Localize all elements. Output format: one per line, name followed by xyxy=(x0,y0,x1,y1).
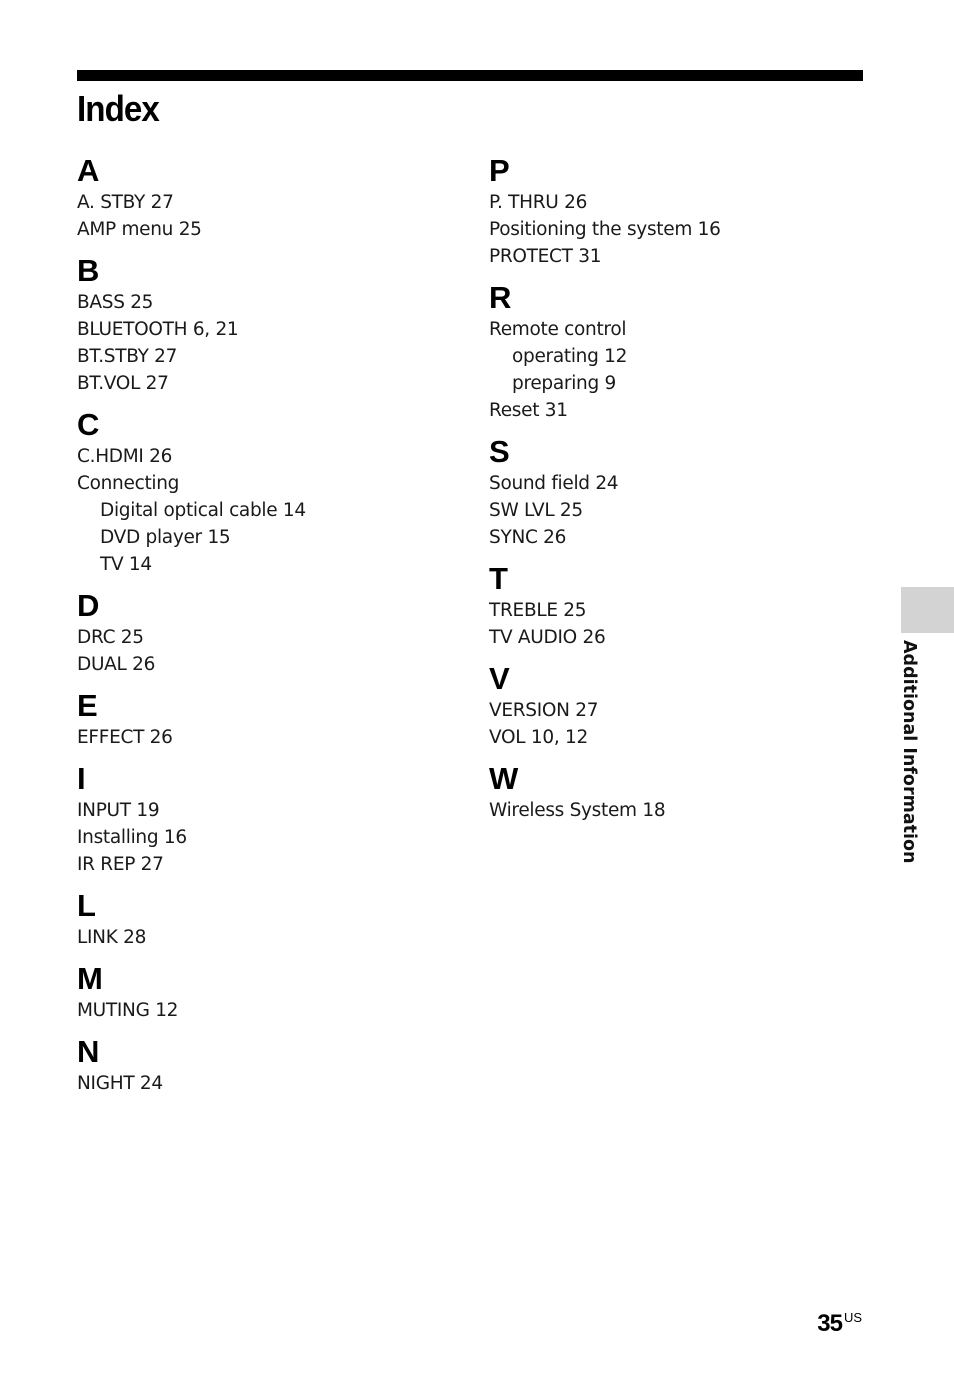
index-entry: SYNC 26 xyxy=(489,527,567,548)
section-letter: R xyxy=(489,280,512,315)
index-entry-list xyxy=(77,289,457,397)
index-subentry: preparing 9 xyxy=(512,373,616,394)
index-entry-list xyxy=(489,316,869,424)
index-entry-list xyxy=(77,797,457,878)
index-entry-list xyxy=(77,924,457,951)
index-entry: Connecting xyxy=(77,473,180,494)
index-entry: AMP menu 25 xyxy=(77,219,202,240)
index-entry-list xyxy=(77,997,457,1024)
index-entry: BT.STBY 27 xyxy=(77,346,178,367)
index-subentry: DVD player 15 xyxy=(100,527,231,548)
section-letter: I xyxy=(77,761,86,796)
index-section-m xyxy=(77,960,457,1024)
index-entry: Positioning the system 16 xyxy=(489,219,721,240)
page-title: Index xyxy=(77,88,159,129)
index-entry: TV AUDIO 26 xyxy=(489,627,606,648)
index-entry: IR REP 27 xyxy=(77,854,164,875)
index-section-s xyxy=(489,433,869,551)
index-entry: DUAL 26 xyxy=(77,654,156,675)
section-letter: T xyxy=(489,561,508,596)
index-entry: BLUETOOTH 6, 21 xyxy=(77,319,239,340)
index-section-d xyxy=(77,587,457,678)
section-letter: W xyxy=(489,761,519,796)
section-letter: C xyxy=(77,407,100,442)
index-entry: NIGHT 24 xyxy=(77,1073,163,1094)
index-entry: A. STBY 27 xyxy=(77,192,174,213)
index-entry: PROTECT 31 xyxy=(489,246,602,267)
section-letter: P xyxy=(489,153,510,188)
index-entry: Installing 16 xyxy=(77,827,187,848)
section-letter: N xyxy=(77,1034,100,1069)
index-entry-list xyxy=(489,189,869,270)
index-entry: Remote control xyxy=(489,319,627,340)
index-entry: LINK 28 xyxy=(77,927,147,948)
section-letter: V xyxy=(489,661,510,696)
index-entry-list xyxy=(77,724,457,751)
page-number-suffix: US xyxy=(843,1310,862,1325)
index-subentry: TV 14 xyxy=(100,554,152,575)
index-entry: BASS 25 xyxy=(77,292,154,313)
index-entry: DRC 25 xyxy=(77,627,144,648)
index-entry-list xyxy=(489,597,869,651)
index-entry-list xyxy=(489,697,869,751)
index-section-w xyxy=(489,760,869,824)
index-entry-list xyxy=(489,470,869,551)
index-section-i xyxy=(77,760,457,878)
index-entry: TREBLE 25 xyxy=(489,600,587,621)
section-tab-marker xyxy=(901,587,954,633)
index-subentry: operating 12 xyxy=(512,346,628,367)
index-entry: C.HDMI 26 xyxy=(77,446,173,467)
index-section-r xyxy=(489,279,869,424)
page-number-value: 35 xyxy=(817,1310,842,1337)
index-entry-list xyxy=(489,797,869,824)
index-section-p xyxy=(489,152,869,270)
index-entry: Sound field 24 xyxy=(489,473,619,494)
index-section-b xyxy=(77,252,457,397)
index-entry: P. THRU 26 xyxy=(489,192,588,213)
index-entry: VERSION 27 xyxy=(489,700,599,721)
page-number xyxy=(817,1310,862,1338)
index-entry: Reset 31 xyxy=(489,400,568,421)
index-column-left xyxy=(77,152,457,1106)
top-rule xyxy=(77,70,863,81)
index-section-c xyxy=(77,406,457,578)
index-section-t xyxy=(489,560,869,651)
index-section-e xyxy=(77,687,457,751)
index-entry-list xyxy=(77,189,457,243)
index-section-l xyxy=(77,887,457,951)
section-letter: M xyxy=(77,961,103,996)
index-entry: Wireless System 18 xyxy=(489,800,666,821)
index-entry-list xyxy=(77,1070,457,1097)
index-entry: MUTING 12 xyxy=(77,1000,179,1021)
section-letter: D xyxy=(77,588,100,623)
index-section-n xyxy=(77,1033,457,1097)
section-side-label: Additional Information xyxy=(899,640,919,864)
index-section-a xyxy=(77,152,457,243)
index-entry-list xyxy=(77,624,457,678)
section-letter: B xyxy=(77,253,100,288)
index-column-right xyxy=(489,152,869,833)
index-entry-list xyxy=(77,443,457,578)
section-letter: A xyxy=(77,153,100,188)
section-letter: S xyxy=(489,434,510,469)
index-entry: EFFECT 26 xyxy=(77,727,173,748)
index-entry: INPUT 19 xyxy=(77,800,160,821)
section-letter: L xyxy=(77,888,96,923)
section-letter: E xyxy=(77,688,98,723)
index-section-v xyxy=(489,660,869,751)
index-entry: BT.VOL 27 xyxy=(77,373,169,394)
index-entry: VOL 10, 12 xyxy=(489,727,588,748)
index-entry: SW LVL 25 xyxy=(489,500,583,521)
index-subentry: Digital optical cable 14 xyxy=(100,500,306,521)
